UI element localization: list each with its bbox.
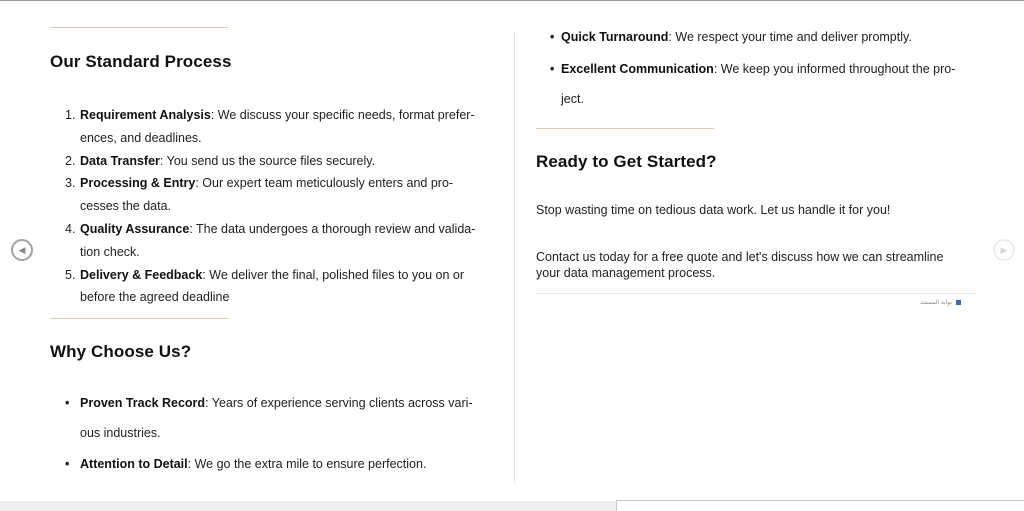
reason-label: Quick Turnaround [561,30,669,44]
section-rule [536,128,714,129]
process-step [50,104,490,150]
cta-contact-line: Contact us today for a free quote and let's discuss how we can streamline [536,250,944,264]
section-rule [50,318,228,319]
reason-item [50,449,500,479]
step-text: : The data undergoes a thorough review and valida- [189,221,476,236]
square-icon [956,300,961,305]
step-number: 1. [65,108,76,122]
step-label: Quality Assurance [80,221,190,236]
reason-text: : We go the extra mile to ensure perfection. [187,457,427,471]
process-step [50,218,490,264]
reason-text: : We keep you informed throughout the pro- [713,62,956,76]
process-step [50,150,490,173]
process-step [50,172,490,218]
reason-text: : Years of experience serving clients across vari- [205,396,473,410]
reason-label: Excellent Communication [561,62,714,76]
chevron-left-icon: ◀ [18,244,26,255]
step-text: : We discuss your specific needs, format prefer- [210,108,475,122]
next-page-button[interactable] [993,239,1015,261]
reason-label: Proven Track Record [80,396,206,410]
reasons-list [50,392,500,479]
reason-text-cont: ous industries. [80,426,161,440]
step-text: : Our expert team meticulously enters and pro- [195,176,454,191]
footer-note-text: بوابة المستند [920,300,953,306]
horizontal-scrollbar-thumb[interactable] [616,500,1024,511]
bullet: • [550,62,555,76]
bullet: • [65,396,70,410]
step-label: Data Transfer [80,153,160,168]
reason-item [536,22,981,52]
column-divider [514,31,515,483]
step-number: 3. [65,176,76,191]
step-number: 2. [65,153,76,168]
reasons-list-continued [536,22,981,114]
step-label: Requirement Analysis [80,108,211,122]
reason-label: Attention to Detail [80,457,188,471]
step-text-cont: before the agreed deadline [80,290,230,305]
cta-contact-paragraph [536,249,943,281]
top-rule [50,27,228,28]
cta-contact-line: your data management process. [536,266,716,280]
step-text-cont: ences, and deadlines. [80,130,202,145]
step-text: : You send us the source files securely. [159,153,376,168]
prev-page-button[interactable] [11,239,33,261]
reason-text-cont: ject. [561,92,584,106]
reason-text: : We respect your time and deliver promptly. [668,30,912,44]
step-label: Delivery & Feedback [80,267,203,282]
step-number: 4. [65,221,76,236]
why-title: Why Choose Us? [50,342,192,361]
step-number: 5. [65,267,76,282]
footer-note [920,299,961,306]
bullet: • [550,30,555,44]
step-text-cont: cesses the data. [80,199,172,214]
step-label: Processing & Entry [80,176,196,191]
reason-item [50,388,500,448]
chevron-right-icon: ▶ [1000,244,1008,255]
step-text-cont: tion check. [80,244,140,259]
reason-item [536,54,981,114]
footer-rule [536,293,976,294]
process-step [50,264,490,310]
step-text: : We deliver the final, polished files to you on or [202,267,465,282]
process-steps-list [50,104,490,309]
process-title: Our Standard Process [50,52,232,71]
cta-title: Ready to Get Started? [536,152,717,171]
cta-paragraph: Stop wasting time on tedious data work. Let us handle it for you! [536,203,891,217]
bullet: • [65,457,70,471]
